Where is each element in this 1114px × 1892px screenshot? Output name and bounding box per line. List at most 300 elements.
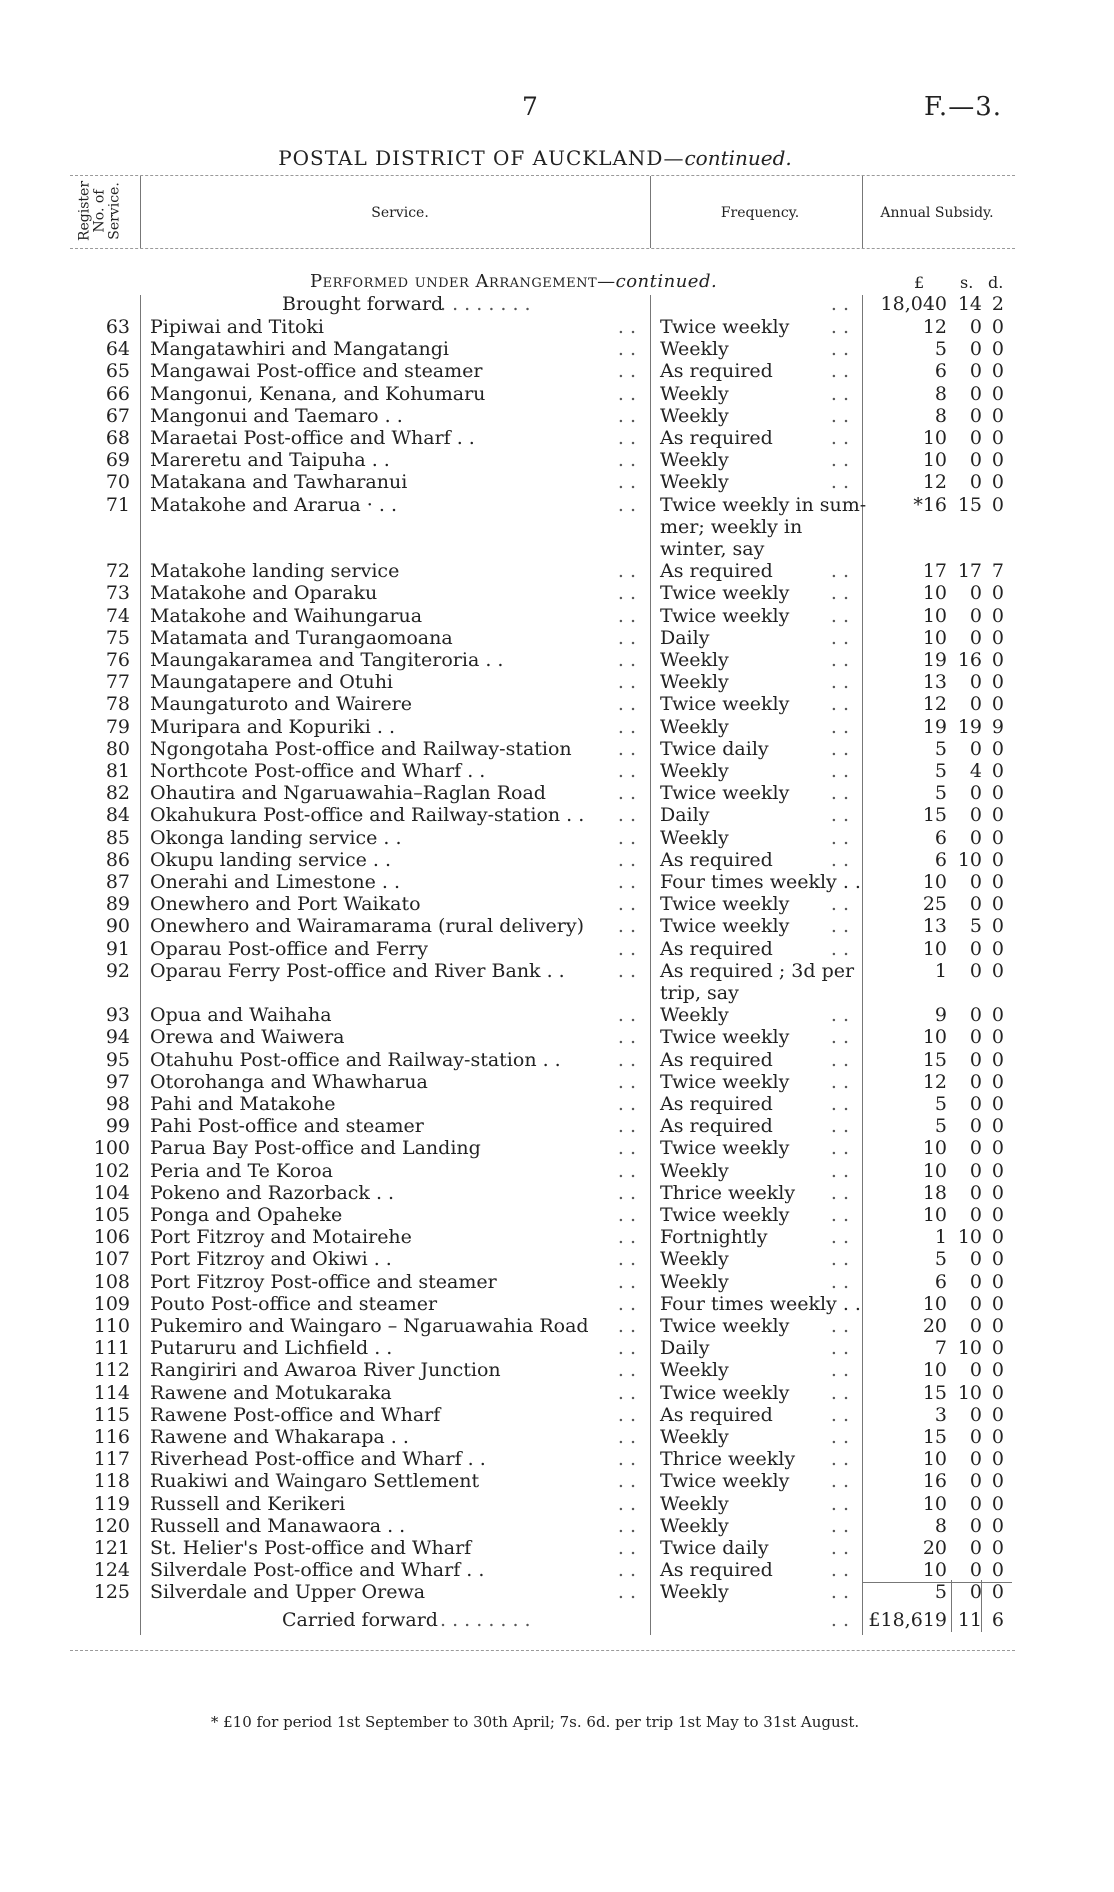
frequency: Weekly xyxy=(660,404,729,427)
register-number: 67 xyxy=(105,404,130,427)
leader-dots: . . xyxy=(617,1004,636,1027)
frequency-leader-dots: . . xyxy=(830,471,849,494)
subsidy-pounds: 15 xyxy=(922,1381,947,1404)
register-number: 107 xyxy=(93,1248,130,1271)
frequency-column-header: Frequency. xyxy=(720,205,800,221)
leader-dots: . . xyxy=(617,449,636,472)
subsidy-pence: 9 xyxy=(991,715,1004,738)
subsidy-pounds: 10 xyxy=(922,582,947,605)
subsidy-shillings: 0 xyxy=(969,404,982,427)
service-name: Matakohe landing service xyxy=(150,560,400,583)
frequency-leader-dots: . . xyxy=(830,915,849,938)
register-number: 97 xyxy=(105,1070,130,1093)
subsidy-pence: 0 xyxy=(991,1204,1004,1226)
frequency-leader-dots: . . xyxy=(830,848,849,871)
subsidy-pence: 0 xyxy=(991,1226,1004,1249)
leader-dots: . . xyxy=(617,760,636,782)
service-name: Russell and Kerikeri xyxy=(150,1492,346,1515)
subsidy-shillings: 0 xyxy=(969,1070,982,1093)
register-number: 104 xyxy=(93,1181,130,1204)
frequency-leader-dots: . . xyxy=(830,1048,849,1071)
subsidy-pence: 0 xyxy=(991,471,1004,494)
service-name: Matakohe and Oparaku xyxy=(150,582,378,605)
subsidy-shillings: 0 xyxy=(969,1514,982,1537)
frequency: Weekly xyxy=(660,1359,729,1382)
register-number: 70 xyxy=(105,471,130,494)
subsidy-pounds: 13 xyxy=(922,915,947,938)
subsidy-pence: 7 xyxy=(991,560,1004,583)
frequency: Twice weekly xyxy=(660,1381,790,1404)
header-bottom-rule xyxy=(70,248,1015,249)
leader-dots: . . xyxy=(617,1559,636,1582)
frequency: Weekly xyxy=(660,715,729,738)
subsidy-pence: 0 xyxy=(991,1093,1004,1115)
subsidy-pounds: 15 xyxy=(922,804,947,827)
frequency-leader-dots: . . xyxy=(830,582,849,605)
register-number: 73 xyxy=(105,582,130,605)
brought-forward-label: Brought forward xyxy=(282,293,444,315)
subsidy-pence: 0 xyxy=(991,649,1004,671)
subsidy-pounds: 20 xyxy=(922,1315,947,1337)
subsidy-shillings: 0 xyxy=(969,1292,982,1315)
register-number: 110 xyxy=(93,1315,130,1337)
frequency-leader-dots: . . xyxy=(830,671,849,694)
register-number: 105 xyxy=(93,1204,130,1226)
service-name: Okahukura Post-office and Railway-station . . xyxy=(150,804,585,827)
frequency-leader-dots: . . xyxy=(830,760,849,782)
frequency: Weekly xyxy=(660,382,729,405)
subsidy-shillings: 0 xyxy=(969,1426,982,1448)
subsidy-pounds: 8 xyxy=(934,404,947,427)
frequency: Twice weekly xyxy=(660,1204,790,1226)
leader-dots: . . xyxy=(617,382,636,405)
frequency-leader-dots: . . xyxy=(830,338,849,361)
frequency-leader-dots: . . xyxy=(830,449,849,472)
register-number: 63 xyxy=(105,316,130,338)
brought-forward-shillings: 14 xyxy=(957,293,982,315)
leader-dots: . . xyxy=(617,937,636,960)
subsidy-shillings: 0 xyxy=(969,693,982,716)
service-name: Rawene and Motukaraka xyxy=(150,1381,392,1404)
subsidy-pence: 0 xyxy=(991,915,1004,938)
frequency: Four times weekly . . xyxy=(660,871,861,893)
subsidy-pounds: 10 xyxy=(922,871,947,893)
subsidy-shillings: 0 xyxy=(969,1315,982,1337)
subsidy-shillings: 10 xyxy=(957,1226,982,1249)
subsidy-shillings: 0 xyxy=(969,1359,982,1382)
register-number: 71 xyxy=(105,493,130,516)
register-number: 125 xyxy=(93,1581,130,1604)
currency-pounds: £ xyxy=(914,273,925,292)
leader-dots: . . xyxy=(617,1115,636,1138)
subsidy-shillings: 10 xyxy=(957,1381,982,1404)
brought-forward-freq-dots: . . xyxy=(830,293,849,315)
subsidy-pounds: 17 xyxy=(922,560,947,583)
subsidy-pence: 0 xyxy=(991,316,1004,338)
frequency: As required xyxy=(660,1048,773,1071)
frequency: As required xyxy=(660,427,773,449)
register-number: 77 xyxy=(105,671,130,694)
subsidy-pence: 0 xyxy=(991,848,1004,871)
frequency: Twice weekly xyxy=(660,893,790,916)
subsidy-pounds: 19 xyxy=(922,649,947,671)
subsidy-shillings: 17 xyxy=(957,560,982,583)
subsidy-shillings: 0 xyxy=(969,1115,982,1138)
register-number: 94 xyxy=(105,1026,130,1049)
frequency-leader-dots: . . xyxy=(830,1426,849,1448)
frequency-leader-dots: . . xyxy=(830,316,849,338)
subsidy-pence: 0 xyxy=(991,449,1004,472)
service-name: Maungaturoto and Wairere xyxy=(150,693,412,716)
register-number: 76 xyxy=(105,649,130,671)
frequency: Weekly xyxy=(660,826,729,849)
subsidy-shillings: 0 xyxy=(969,1581,982,1604)
frequency: As required xyxy=(660,1403,773,1426)
subsidy-shillings: 0 xyxy=(969,582,982,605)
body-service-rule xyxy=(650,295,651,1635)
subsidy-pounds: 5 xyxy=(934,737,947,760)
brought-forward-pounds: 18,040 xyxy=(880,293,947,315)
frequency-leader-dots: . . xyxy=(830,1337,849,1360)
leader-dots: . . xyxy=(617,1204,636,1226)
service-name: Maraetai Post-office and Wharf . . xyxy=(150,427,475,449)
frequency-leader-dots: . . xyxy=(830,1448,849,1471)
service-name: Muripara and Kopuriki . . xyxy=(150,715,395,738)
subsidy-shillings: 19 xyxy=(957,715,982,738)
leader-dots: . . xyxy=(617,1270,636,1293)
subsidy-pounds: 5 xyxy=(934,1115,947,1138)
register-number: 72 xyxy=(105,560,130,583)
subsidy-pence: 0 xyxy=(991,1048,1004,1071)
frequency-leader-dots: . . xyxy=(830,1537,849,1559)
subsidy-pounds: 16 xyxy=(922,1470,947,1493)
service-name: Otahuhu Post-office and Railway-station . . xyxy=(150,1048,561,1071)
frequency: winter, say xyxy=(660,538,765,560)
register-number: 89 xyxy=(105,893,130,916)
subsidy-pence: 0 xyxy=(991,1115,1004,1138)
service-name: Oparau Ferry Post-office and River Bank . . xyxy=(150,959,565,982)
service-name: Okonga landing service . . xyxy=(150,826,402,849)
subsidy-pence: 0 xyxy=(991,1181,1004,1204)
subsidy-pence: 0 xyxy=(991,1381,1004,1404)
register-number: 106 xyxy=(93,1226,130,1249)
subsidy-pounds: 5 xyxy=(934,760,947,782)
subsidy-pence: 0 xyxy=(991,1448,1004,1471)
carried-forward-label: Carried forward xyxy=(282,1609,438,1631)
frequency: As required xyxy=(660,360,773,383)
subsidy-shillings: 0 xyxy=(969,1181,982,1204)
leader-dots: . . xyxy=(617,915,636,938)
service-name: Oparau Post-office and Ferry xyxy=(150,937,429,960)
subsidy-shillings: 0 xyxy=(969,1470,982,1493)
subsidy-shillings: 0 xyxy=(969,937,982,960)
subsidy-pounds: 6 xyxy=(934,826,947,849)
frequency-leader-dots: . . xyxy=(830,715,849,738)
frequency-leader-dots: . . xyxy=(830,604,849,627)
frequency: Twice weekly xyxy=(660,1315,790,1337)
service-name: Pahi Post-office and steamer xyxy=(150,1115,424,1138)
subsidy-pence: 0 xyxy=(991,671,1004,694)
frequency-leader-dots: . . xyxy=(830,1381,849,1404)
subsidy-shillings: 0 xyxy=(969,1137,982,1160)
frequency-leader-dots: . . xyxy=(830,626,849,649)
subsidy-shillings: 0 xyxy=(969,382,982,405)
title-main: POSTAL DISTRICT OF AUCKLAND— xyxy=(278,146,685,170)
register-number: 121 xyxy=(93,1537,130,1559)
subsidy-shillings: 0 xyxy=(969,427,982,449)
leader-dots: . . xyxy=(617,1248,636,1271)
service-name: Silverdale Post-office and Wharf . . xyxy=(150,1559,485,1582)
leader-dots: . . xyxy=(617,715,636,738)
carried-forward-dots: . . . . . . . . xyxy=(440,1609,531,1631)
frequency-leader-dots: . . xyxy=(830,1248,849,1271)
frequency-leader-dots: . . xyxy=(830,937,849,960)
subsidy-pence: 0 xyxy=(991,1470,1004,1493)
service-name: Mangonui, Kenana, and Kohumaru xyxy=(150,382,486,405)
subsidy-pence: 0 xyxy=(991,737,1004,760)
service-name: Parua Bay Post-office and Landing xyxy=(150,1137,481,1160)
service-name: Opua and Waihaha xyxy=(150,1004,332,1027)
subsidy-shillings: 0 xyxy=(969,471,982,494)
frequency-leader-dots: . . xyxy=(830,382,849,405)
register-number: 99 xyxy=(105,1115,130,1138)
subsidy-shillings: 0 xyxy=(969,826,982,849)
service-name: Matakana and Tawharanui xyxy=(150,471,408,494)
subsidy-shillings: 0 xyxy=(969,1048,982,1071)
service-name: Russell and Manawaora . . xyxy=(150,1514,406,1537)
subsidy-shillings: 0 xyxy=(969,1093,982,1115)
frequency: Weekly xyxy=(660,338,729,361)
frequency-leader-dots: . . xyxy=(830,1514,849,1537)
subsidy-pence: 0 xyxy=(991,1292,1004,1315)
subsidy-pounds: 10 xyxy=(922,1359,947,1382)
subsidy-pounds: 13 xyxy=(922,671,947,694)
service-name: Ngongotaha Post-office and Railway-station xyxy=(150,737,572,760)
service-name: Pouto Post-office and steamer xyxy=(150,1292,438,1315)
frequency-leader-dots: . . xyxy=(830,1181,849,1204)
carried-forward-pounds: £18,619 xyxy=(868,1609,947,1631)
service-name: Ruakiwi and Waingaro Settlement xyxy=(150,1470,480,1493)
register-number: 112 xyxy=(93,1359,130,1382)
subsidy-pounds: 10 xyxy=(922,1204,947,1226)
subsidy-pounds: 10 xyxy=(922,626,947,649)
subsidy-pounds: 10 xyxy=(922,427,947,449)
subsidy-shillings: 0 xyxy=(969,1537,982,1559)
title-continued: continued. xyxy=(684,146,792,170)
subsidy-pence: 0 xyxy=(991,404,1004,427)
frequency-leader-dots: . . xyxy=(830,693,849,716)
subsidy-shillings: 0 xyxy=(969,1159,982,1182)
frequency-leader-dots: . . xyxy=(830,1315,849,1337)
frequency: trip, say xyxy=(660,982,739,1004)
register-number: 115 xyxy=(93,1403,130,1426)
frequency: Daily xyxy=(660,804,710,827)
frequency-leader-dots: . . xyxy=(830,1581,849,1604)
frequency-leader-dots: . . xyxy=(830,737,849,760)
subsidy-shillings: 16 xyxy=(957,649,982,671)
service-name: Rawene and Whakarapa . . xyxy=(150,1426,409,1448)
frequency: Weekly xyxy=(660,1426,729,1448)
frequency-leader-dots: . . xyxy=(830,1004,849,1027)
subsidy-pence: 0 xyxy=(991,493,1004,516)
subsidy-shillings: 5 xyxy=(969,915,982,938)
leader-dots: . . xyxy=(617,493,636,516)
register-number: 78 xyxy=(105,693,130,716)
leader-dots: . . xyxy=(617,1359,636,1382)
frequency: Four times weekly . . xyxy=(660,1292,861,1315)
frequency: Weekly xyxy=(660,471,729,494)
leader-dots: . . xyxy=(617,604,636,627)
service-name: Mangatawhiri and Mangatangi xyxy=(150,338,449,361)
frequency-leader-dots: . . xyxy=(830,1070,849,1093)
subsidy-pounds: 10 xyxy=(922,1492,947,1515)
leader-dots: . . xyxy=(617,316,636,338)
currency-pence: d. xyxy=(988,273,1004,292)
frequency: As required xyxy=(660,1093,773,1115)
leader-dots: . . xyxy=(617,1581,636,1604)
register-number: 100 xyxy=(93,1137,130,1160)
frequency: Twice weekly xyxy=(660,582,790,605)
frequency: As required ; 3d per xyxy=(660,959,855,982)
register-number: 65 xyxy=(105,360,130,383)
frequency: Twice weekly xyxy=(660,1470,790,1493)
frequency: Twice weekly xyxy=(660,915,790,938)
frequency: Twice weekly xyxy=(660,1137,790,1160)
subsidy-pence: 0 xyxy=(991,1026,1004,1049)
register-number: 117 xyxy=(93,1448,130,1471)
frequency-leader-dots: . . xyxy=(830,826,849,849)
leader-dots: . . xyxy=(617,1470,636,1493)
frequency: As required xyxy=(660,937,773,960)
subsidy-pounds: 10 xyxy=(922,1026,947,1049)
register-number: 102 xyxy=(93,1159,130,1182)
register-number: 87 xyxy=(105,871,130,893)
service-name: Putaruru and Lichfield . . xyxy=(150,1337,393,1360)
leader-dots: . . xyxy=(617,1292,636,1315)
frequency-leader-dots: . . xyxy=(830,1159,849,1182)
subsidy-pence: 0 xyxy=(991,1359,1004,1382)
frequency: Twice daily xyxy=(660,737,769,760)
leader-dots: . . xyxy=(617,1403,636,1426)
subsidy-pence: 0 xyxy=(991,1337,1004,1360)
frequency: Weekly xyxy=(660,671,729,694)
frequency-leader-dots: . . xyxy=(830,360,849,383)
service-name: Pokeno and Razorback . . xyxy=(150,1181,395,1204)
leader-dots: . . xyxy=(617,427,636,449)
subsidy-shillings: 0 xyxy=(969,360,982,383)
subsidy-pounds: 10 xyxy=(922,1448,947,1471)
frequency-leader-dots: . . xyxy=(830,782,849,805)
service-name: Rangiriri and Awaroa River Junction xyxy=(150,1359,501,1382)
body-register-rule xyxy=(140,295,141,1635)
table-bottom-rule xyxy=(70,1650,1015,1651)
subsidy-pounds: 18 xyxy=(922,1181,947,1204)
frequency-leader-dots: . . xyxy=(830,1026,849,1049)
leader-dots: . . xyxy=(617,626,636,649)
frequency-leader-dots: . . xyxy=(830,560,849,583)
frequency: Weekly xyxy=(660,1248,729,1271)
leader-dots: . . xyxy=(617,959,636,982)
leader-dots: . . xyxy=(617,1159,636,1182)
leader-dots: . . xyxy=(617,1181,636,1204)
subsidy-pounds: 15 xyxy=(922,1426,947,1448)
subsidy-pence: 0 xyxy=(991,1559,1004,1582)
leader-dots: . . xyxy=(617,1537,636,1559)
subsidy-pounds: 10 xyxy=(922,937,947,960)
register-number: 68 xyxy=(105,427,130,449)
service-name: Pahi and Matakohe xyxy=(150,1093,336,1115)
page-title xyxy=(0,146,1070,170)
subsidy-pounds: 12 xyxy=(922,693,947,716)
service-name: Port Fitzroy and Okiwi . . xyxy=(150,1248,392,1271)
frequency: Daily xyxy=(660,626,710,649)
frequency-leader-dots: . . xyxy=(830,1470,849,1493)
leader-dots: . . xyxy=(617,1226,636,1249)
subsidy-pence: 0 xyxy=(991,693,1004,716)
service-column-header: Service. xyxy=(371,205,429,221)
subsidy-shillings: 0 xyxy=(969,1204,982,1226)
leader-dots: . . xyxy=(617,360,636,383)
register-number: 93 xyxy=(105,1004,130,1027)
subsidy-shillings: 0 xyxy=(969,338,982,361)
subsidy-shillings: 0 xyxy=(969,804,982,827)
subsidy-pounds: 5 xyxy=(934,782,947,805)
subsidy-pounds: 5 xyxy=(934,1581,947,1604)
subsidy-shillings: 0 xyxy=(969,1492,982,1515)
subsidy-shillings: 0 xyxy=(969,1403,982,1426)
register-number: 86 xyxy=(105,848,130,871)
frequency: Twice weekly xyxy=(660,782,790,805)
subsidy-shillings: 0 xyxy=(969,604,982,627)
subsidy-pence: 0 xyxy=(991,1537,1004,1559)
subsidy-pounds: 5 xyxy=(934,338,947,361)
register-number: 118 xyxy=(93,1470,130,1493)
frequency: Weekly xyxy=(660,1514,729,1537)
register-number: 75 xyxy=(105,626,130,649)
frequency: Weekly xyxy=(660,1159,729,1182)
subsidy-pence: 0 xyxy=(991,360,1004,383)
leader-dots: . . xyxy=(617,582,636,605)
frequency: Weekly xyxy=(660,1581,729,1604)
subsidy-pounds: 15 xyxy=(922,1048,947,1071)
subsidy-pounds: 5 xyxy=(934,1248,947,1271)
frequency: mer; weekly in xyxy=(660,515,803,538)
leader-dots: . . xyxy=(617,1426,636,1448)
subsidy-pounds: 10 xyxy=(922,1137,947,1160)
leader-dots: . . xyxy=(617,1048,636,1071)
frequency: Twice weekly in sum- xyxy=(660,493,867,516)
subsidy-pounds: 10 xyxy=(922,1559,947,1582)
frequency-leader-dots: . . xyxy=(830,1492,849,1515)
frequency: Weekly xyxy=(660,649,729,671)
carried-forward-rule xyxy=(862,1582,1012,1583)
service-name: Onerahi and Limestone . . xyxy=(150,871,401,893)
frequency-leader-dots: . . xyxy=(830,1403,849,1426)
service-name: Orewa and Waiwera xyxy=(150,1026,345,1049)
register-number: 81 xyxy=(105,760,130,782)
register-number: 95 xyxy=(105,1048,130,1071)
register-number: 91 xyxy=(105,937,130,960)
subsidy-pence: 0 xyxy=(991,959,1004,982)
subsidy-pounds: 5 xyxy=(934,1093,947,1115)
leader-dots: . . xyxy=(617,338,636,361)
leader-dots: . . xyxy=(617,1093,636,1115)
subsidy-shillings: 0 xyxy=(969,737,982,760)
frequency: Thrice weekly xyxy=(660,1448,796,1471)
subsidy-pence: 0 xyxy=(991,1070,1004,1093)
subsidy-pence: 0 xyxy=(991,804,1004,827)
subsidy-pounds: 6 xyxy=(934,1270,947,1293)
